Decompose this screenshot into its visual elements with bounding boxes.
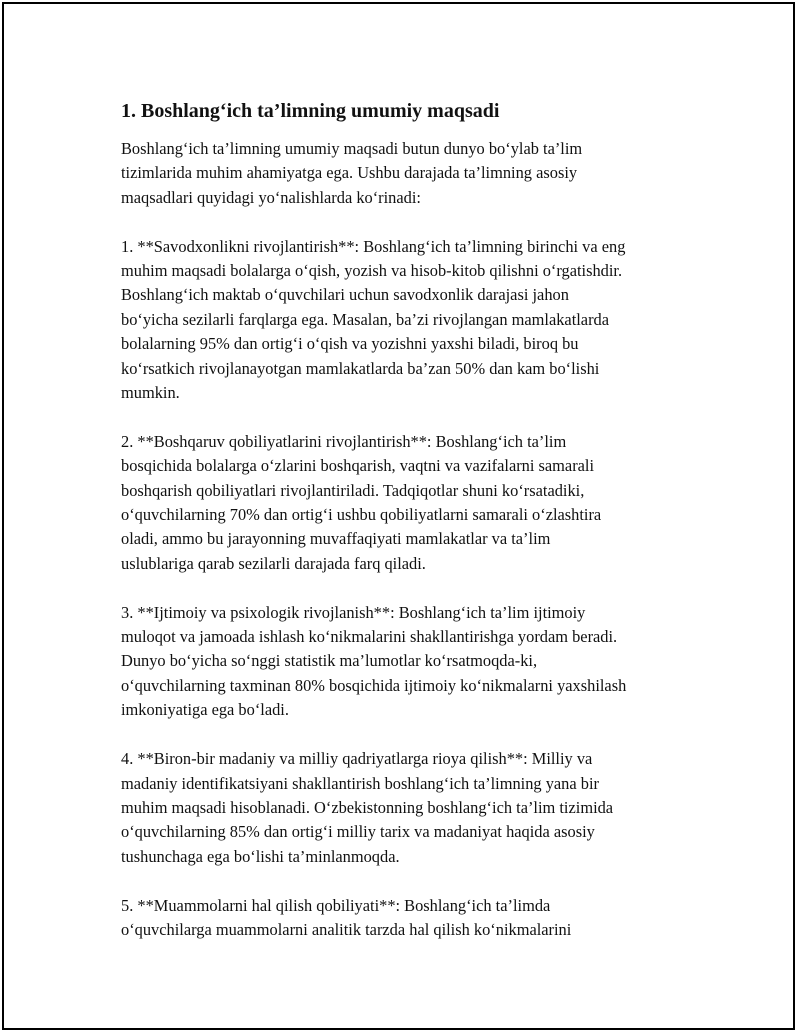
text-line: Boshlang‘ich ta’limning umumiy maqsadi butun dunyo bo‘ylab ta’lim [121, 139, 583, 158]
text-line: muhim maqsadi bolalarga o‘qish, yozish va hisob-kitob qilishni o‘rgatishdir. [121, 261, 623, 281]
text-line: bosqichida bolalarga o‘zlarini boshqarish, vaqtni va vazifalarni samarali [121, 456, 595, 476]
document-body [121, 97, 721, 967]
text-line: Dunyo bo‘yicha so‘nggi statistik ma’lumotlar ko‘rsatmoqda-ki, [121, 651, 538, 671]
text-line: tizimlarida muhim ahamiyatga ega. Ushbu darajada ta’limning asosiy [121, 163, 578, 183]
paragraph [121, 601, 721, 723]
text-line: uslublariga qarab sezilarli darajada farq qiladi. [121, 553, 426, 573]
paragraph [121, 894, 721, 943]
text-line: bolalarning 95% dan ortig‘i o‘qish va yozishni yaxshi biladi, biroq bu [121, 334, 579, 354]
text-line: 2. **Boshqaruv qobiliyatlarini rivojlantirish**: Boshlang‘ich ta’lim [121, 431, 567, 451]
text-line: o‘quvchilarning 70% dan ortig‘i ushbu qobiliyatlarni samarali o‘zlashtira [121, 505, 602, 525]
text-line: boshqarish qobiliyatlari rivojlantiriladi. Tadqiqotlar shuni ko‘rsatadiki, [121, 480, 585, 500]
paragraph [121, 235, 721, 406]
paragraph [121, 137, 721, 210]
text-line: bo‘yicha sezilarli farqlarga ega. Masalan, ba’zi rivojlangan mamlakatlarda [121, 309, 610, 329]
text-line: 4. **Biron-bir madaniy va milliy qadriyatlarga rioya qilish**: Milliy va [121, 749, 593, 769]
text-line: 5. **Muammolarni hal qilish qobiliyati**: Boshlang‘ich ta’limda [121, 895, 551, 915]
text-line: muhim maqsadi hisoblanadi. O‘zbekistonning boshlang‘ich ta’lim tizimida [121, 797, 614, 817]
document-title: 1. Boshlang‘ich ta’limning umumiy maqsadi [121, 100, 500, 122]
text-line: muloqot va jamoada ishlash ko‘nikmalarini shakllantirishga yordam beradi. [121, 627, 618, 647]
text-line: 1. **Savodxonlikni rivojlantirish**: Boshlang‘ich ta’limning birinchi va eng [121, 236, 626, 256]
text-line: tushunchaga ega bo‘lishi ta’minlanmoqda. [121, 846, 400, 866]
page-frame [2, 2, 795, 1030]
text-line: 3. **Ijtimoiy va psixologik rivojlanish**: Boshlang‘ich ta’lim ijtimoiy [121, 602, 586, 622]
text-line: Boshlang‘ich maktab o‘quvchilari uchun savodxonlik darajasi jahon [121, 285, 569, 305]
text-line: o‘quvchilarning 85% dan ortig‘i milliy tarix va madaniyat haqida asosiy [121, 822, 595, 842]
text-line: mumkin. [121, 383, 180, 403]
text-line: maqsadlari quyidagi yo‘nalishlarda ko‘rinadi: [121, 187, 421, 207]
text-line: madaniy identifikatsiyani shakllantirish boshlang‘ich ta’limning yana bir [121, 773, 599, 793]
paragraph [121, 747, 721, 869]
text-line: oladi, ammo bu jarayonning muvaffaqiyati mamlakatlar va ta’lim [121, 529, 551, 549]
paragraph-list [121, 137, 721, 942]
text-line: ko‘rsatkich rivojlanayotgan mamlakatlarda ba’zan 50% dan kam bo‘lishi [121, 358, 600, 378]
text-line: o‘quvchilarning taxminan 80% bosqichida ijtimoiy ko‘nikmalarni yaxshilash [121, 675, 627, 695]
text-line: o‘quvchilarga muammolarni analitik tarzda hal qilish ko‘nikmalarini [121, 919, 572, 939]
paragraph [121, 430, 721, 576]
text-line: imkoniyatiga ega bo‘ladi. [121, 700, 289, 720]
